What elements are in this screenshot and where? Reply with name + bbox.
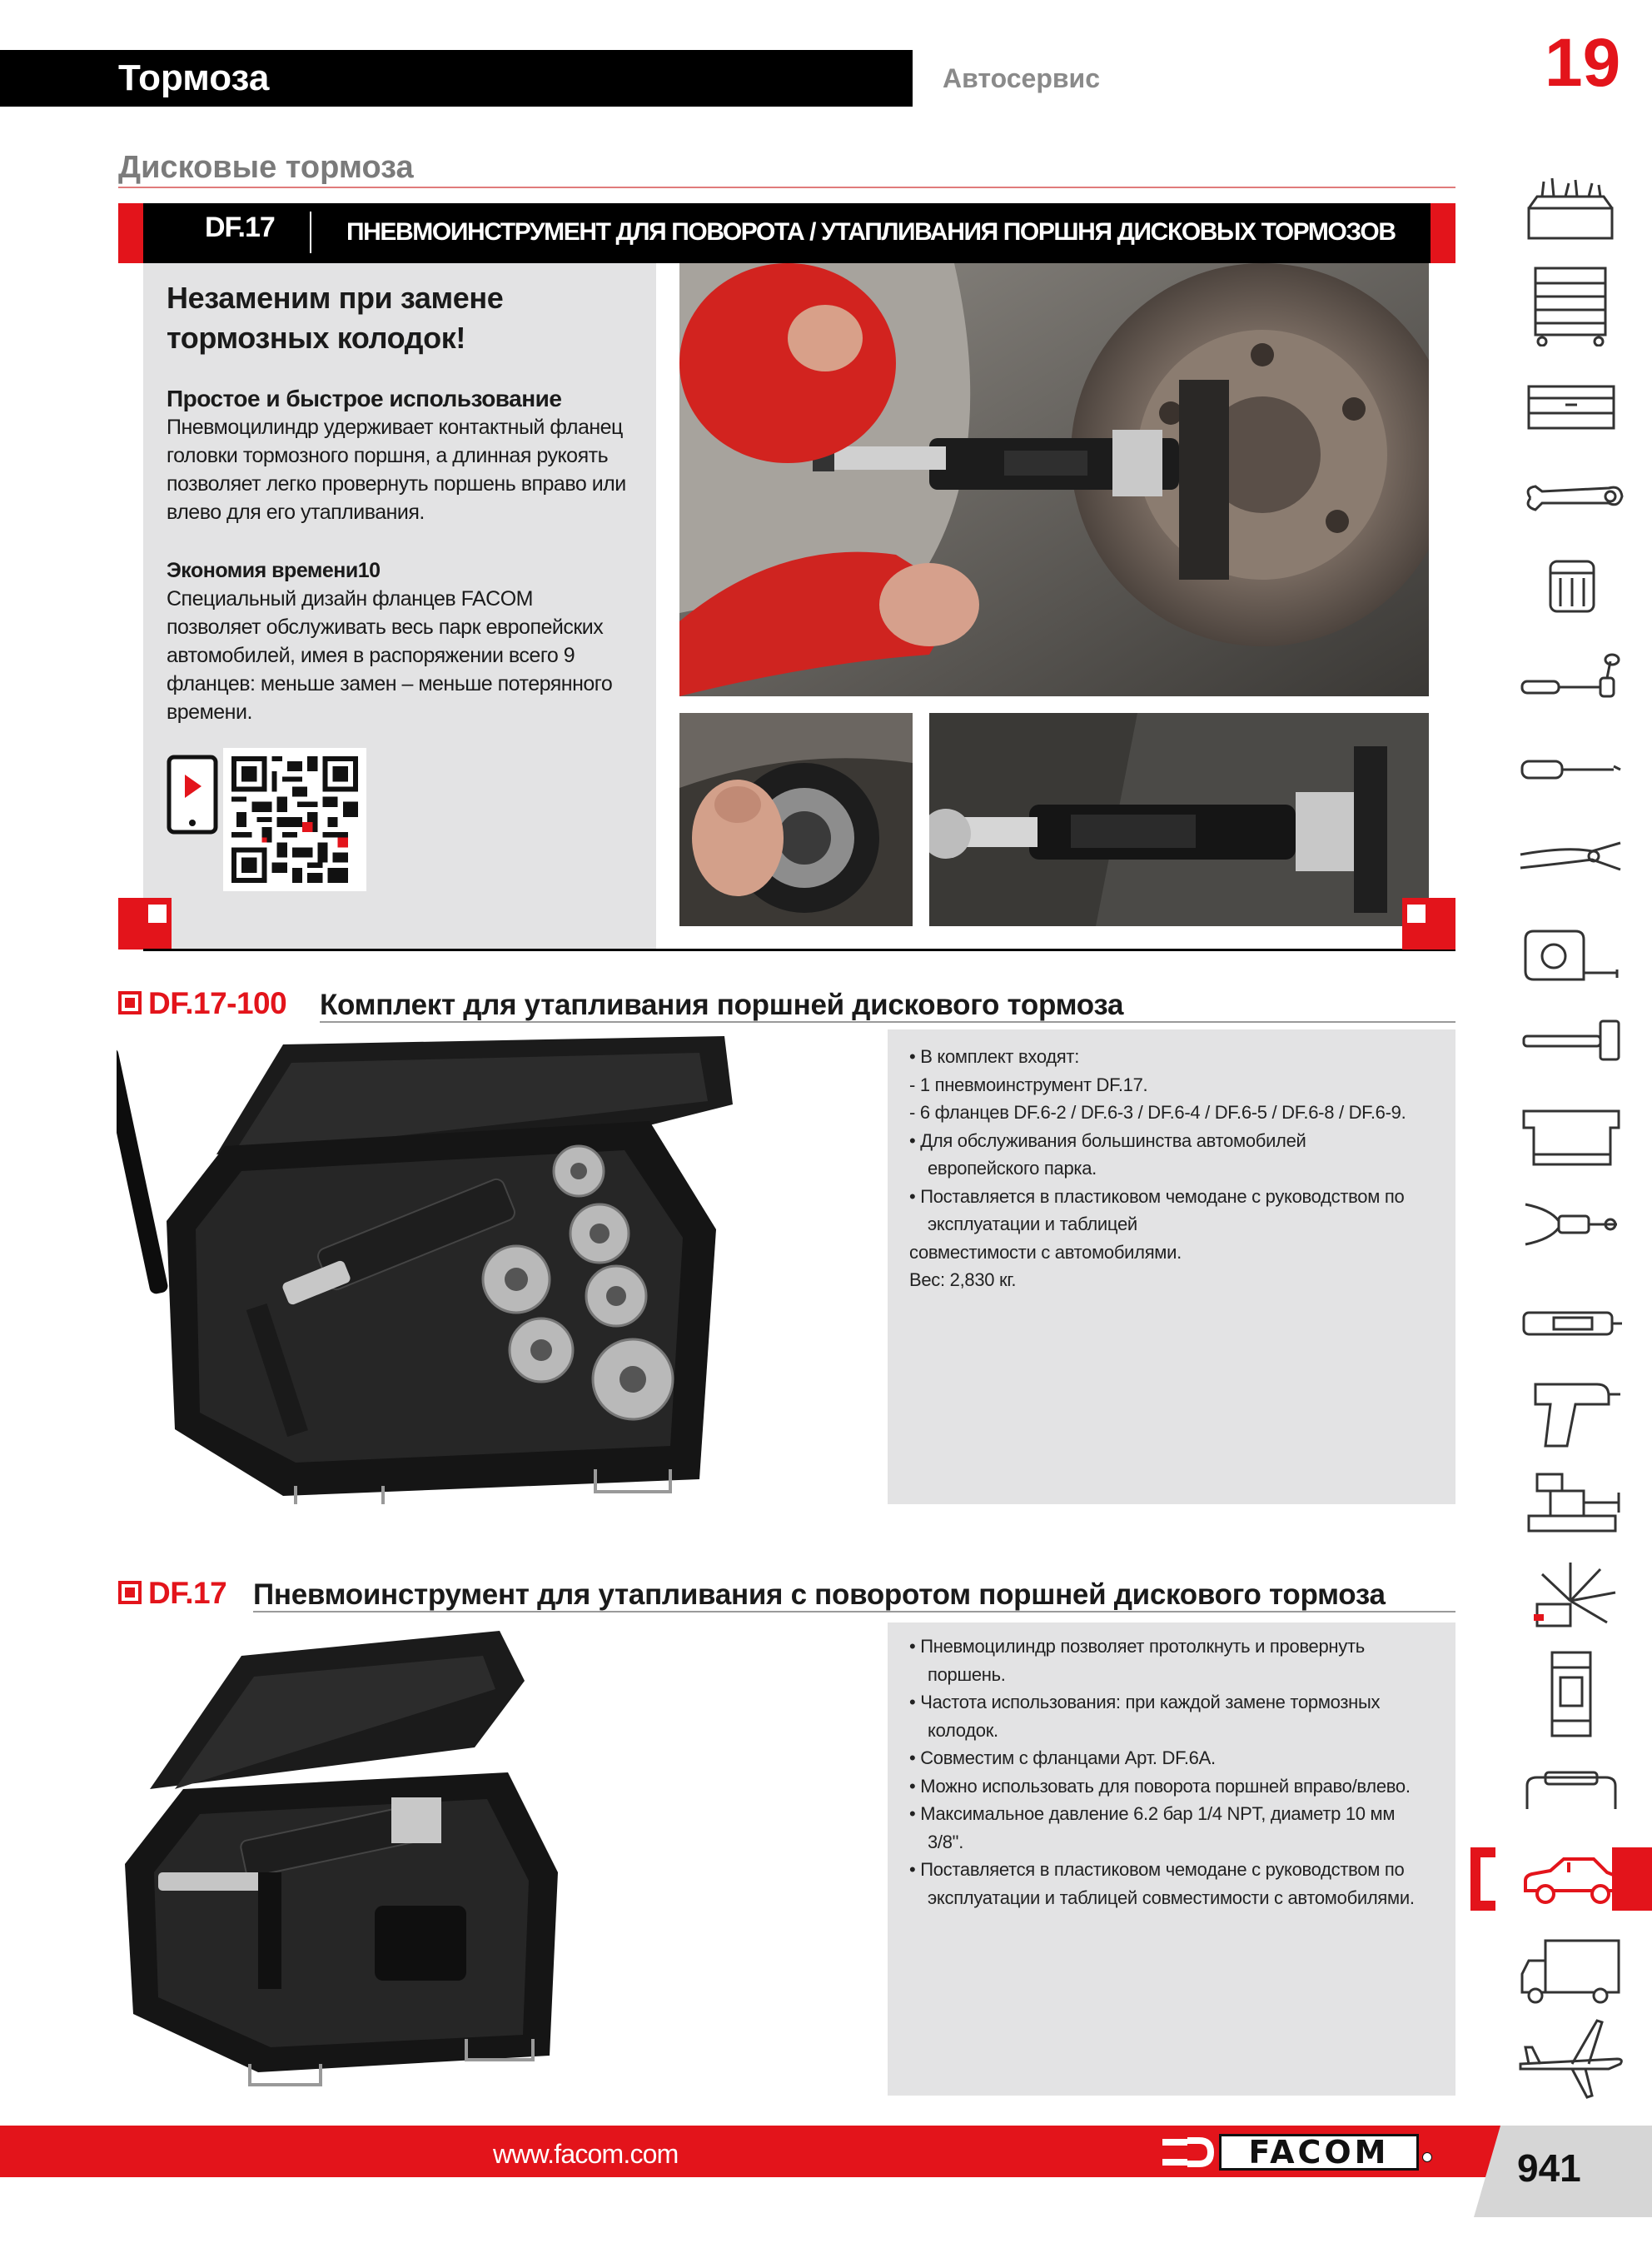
product-1-line: европейского парка. (928, 1158, 1097, 1179)
facom-logo-mark (1162, 2134, 1217, 2171)
tester-icon[interactable] (1517, 1291, 1625, 1356)
banner-title: ПНЕВМОИНСТРУМЕНТ ДЛЯ ПОВОРОТА / УТАПЛИВАНИЯ ПОРШНЯ ДИСКОВЫХ ТОРМОЗОВ (346, 218, 1396, 246)
tape-measure-icon[interactable] (1517, 923, 1625, 988)
header-title: Тормоза (118, 57, 270, 98)
truck-icon[interactable] (1517, 1936, 1625, 2001)
socket-icon[interactable] (1517, 553, 1625, 618)
product-2-line: 3/8". (928, 1831, 964, 1852)
hammer-icon[interactable] (1517, 1008, 1625, 1073)
intro-block2-line: Специальный дизайн фланцев FACOM (167, 587, 533, 611)
photo-corner-notch (1407, 905, 1426, 923)
intro-block2-line: позволяет обслуживать весь парк европейских (167, 616, 604, 639)
product-1-code: DF.17-100 (148, 986, 287, 1020)
intro-headline (167, 278, 503, 358)
product-1-line: эксплуатации и таблицей (928, 1214, 1137, 1234)
product-1-line: совместимости с автомобилями. (909, 1241, 1182, 1263)
banner-corner-right (1431, 203, 1455, 263)
product-2-line: поршень. (928, 1663, 1006, 1685)
product-2-image (117, 1622, 583, 2097)
facom-logo[interactable] (1159, 2131, 1434, 2174)
photo-flange-closeup (679, 713, 913, 926)
facom-logo-text: FACOM (1248, 2134, 1390, 2171)
intro-block2-title: Экономия времени10 (167, 559, 381, 582)
product-1-image (117, 1029, 733, 1504)
product-2-line: • Поставляется в пластиковом чемодане с руководством по (909, 1859, 1405, 1880)
product-2-rule (253, 1611, 1455, 1612)
qr-code[interactable] (223, 748, 366, 891)
product-2-line: • Максимальное давление 6.2 бар 1/4 NPT, диаметр 10 мм (909, 1803, 1396, 1824)
product-2-line: • Частота использования: при каждой замене тормозных (909, 1692, 1381, 1712)
section-rule (118, 187, 1455, 188)
photo-tool-in-use (929, 713, 1429, 926)
banner-divider (310, 212, 311, 253)
product-1-rule (320, 1021, 1455, 1023)
mobile-phone-icon (167, 755, 218, 835)
intro-block1-line: головки тормозного поршня, а длинная рукоять (167, 444, 609, 467)
pliers-icon[interactable] (1517, 826, 1625, 891)
puller-icon[interactable] (1517, 1193, 1625, 1258)
tool-cart-icon[interactable] (1517, 263, 1625, 328)
intro-block2-line: фланцев: меньше замен – меньше потерянного (167, 672, 613, 695)
intro-headline-line1: Незаменим при замене (167, 281, 504, 315)
screwdriver-icon[interactable] (1517, 736, 1625, 801)
handle-icon[interactable] (1517, 1757, 1625, 1822)
product-1-line: Вес: 2,830 кг. (909, 1269, 1017, 1290)
product-1-line: - 6 фланцев DF.6-2 / DF.6-3 / DF.6-4 / DF.6-5 / DF.6-8 / DF.6-9. (909, 1102, 1406, 1123)
intro-block1 (167, 385, 649, 526)
product-1-title: Комплект для утапливания поршней дискового тормоза (320, 989, 1124, 1021)
intro-corner-notch (148, 905, 167, 923)
product-2-description (888, 1622, 1455, 2096)
active-tab-indicator (1470, 1901, 1495, 1911)
safety-icon[interactable] (1517, 1559, 1625, 1624)
product-2-marker-icon (118, 1581, 142, 1604)
ratchet-icon[interactable] (1517, 650, 1625, 715)
product-2-line: эксплуатации и таблицей совместимости с автомобилями. (928, 1887, 1415, 1908)
airplane-icon[interactable] (1517, 2017, 1625, 2082)
product-1-line: • Для обслуживания большинства автомобилей (909, 1129, 1306, 1151)
product-1-line: - 1 пневмоинструмент DF.17. (909, 1074, 1148, 1095)
product-1-line: • В комплект входят: (909, 1046, 1080, 1067)
tool-chest-icon[interactable] (1517, 373, 1625, 438)
product-1-line: • Поставляется в пластиковом чемодане с руководством по (909, 1185, 1405, 1207)
product-2-line: • Можно использовать для поворота поршней вправо/влево. (909, 1775, 1411, 1797)
product-2-code: DF.17 (148, 1576, 227, 1610)
intro-block1-line: влево для его утапливания. (167, 501, 425, 524)
product-1-marker-icon (118, 991, 142, 1014)
banner-corner-left (118, 203, 143, 263)
chapter-number: 19 (1545, 25, 1621, 101)
tool-box-icon[interactable] (1517, 177, 1625, 242)
car-icon[interactable] (1517, 1847, 1625, 1912)
intro-block1-title: Простое и быстрое использование (167, 386, 562, 411)
impact-wrench-icon[interactable] (1517, 1376, 1625, 1441)
hacksaw-icon[interactable] (1517, 1103, 1625, 1168)
banner-code: DF.17 (205, 212, 275, 243)
intro-block2 (167, 556, 649, 726)
product-2-line: • Совместим с фланцами Арт. DF.6A. (909, 1747, 1216, 1768)
photo-brake-disc-main (679, 263, 1429, 696)
intro-bottom-rule (143, 949, 1455, 951)
intro-block1-line: позволяет легко провернуть поршень вправо или (167, 472, 626, 496)
registered-mark (1422, 2152, 1432, 2162)
circuit-breaker-icon[interactable] (1517, 1649, 1625, 1714)
header-category: Автосервис (943, 63, 1101, 93)
intro-block2-line: автомобилей, имея в распоряжении всего 9 (167, 644, 575, 667)
product-1-description (888, 1029, 1455, 1504)
intro-block2-line: времени. (167, 700, 252, 724)
product-2-title: Пневмоинструмент для утапливания с поворотом поршней дискового тормоза (253, 1578, 1386, 1611)
intro-block1-line: Пневмоцилиндр удерживает контактный фланец (167, 416, 623, 439)
intro-headline-line2: тормозных колодок! (167, 321, 465, 355)
page-number: 941 (1517, 2146, 1581, 2190)
section-title: Дисковые тормоза (118, 150, 414, 185)
product-2-line: колодок. (928, 1719, 998, 1741)
footer-url[interactable]: www.facom.com (493, 2139, 679, 2169)
wrench-icon[interactable] (1517, 463, 1625, 528)
product-2-line: • Пневмоцилиндр позволяет протолкнуть и провернуть (909, 1636, 1365, 1657)
vise-icon[interactable] (1517, 1469, 1625, 1534)
